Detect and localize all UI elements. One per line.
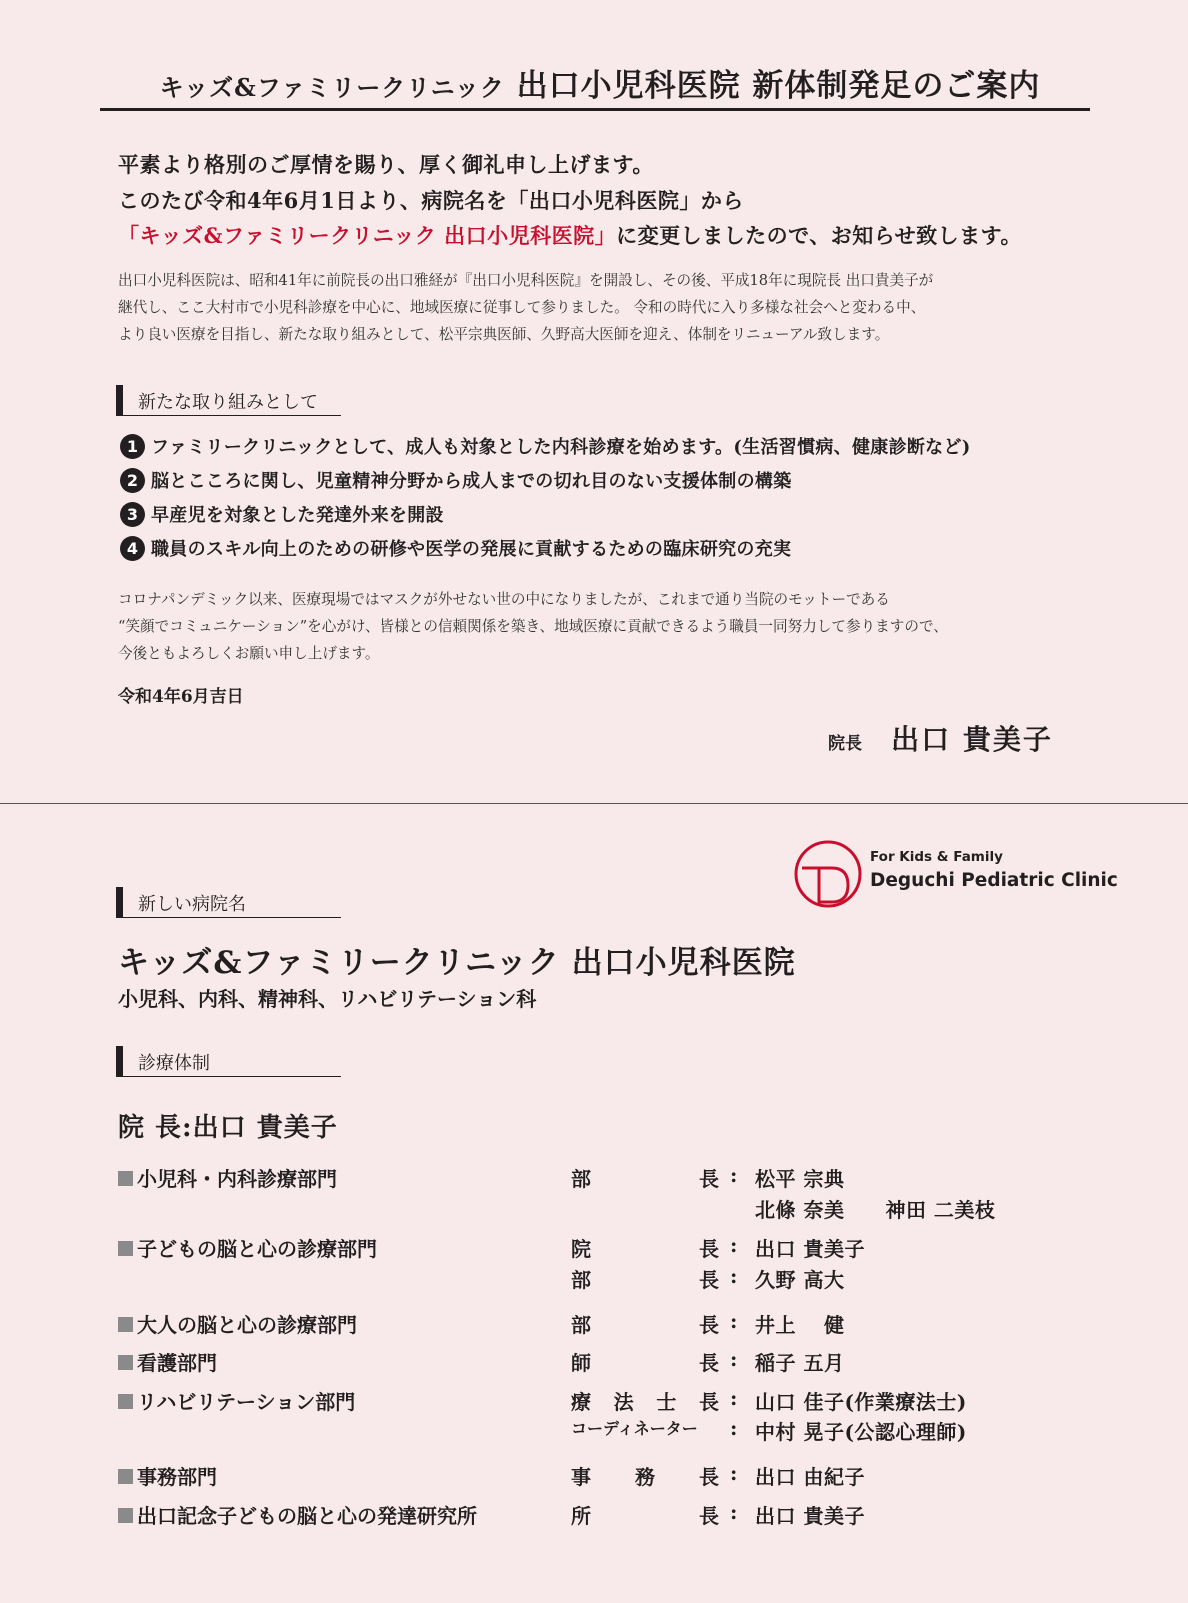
bullet-square-icon bbox=[118, 1355, 133, 1370]
section-label-new-name bbox=[116, 887, 341, 918]
bullet-square-icon bbox=[118, 1508, 133, 1523]
department-label: 大人の脳と心の診療部門 bbox=[137, 1313, 357, 1337]
number-badge-icon: 4 bbox=[120, 536, 145, 561]
bullet-square-icon bbox=[118, 1394, 133, 1409]
initiative-text: 職員のスキル向上のための研修や医学の発展に貢献するための臨床研究の充実 bbox=[151, 539, 792, 560]
role-title bbox=[571, 1461, 719, 1490]
greeting-line-1: 平素より格別のご厚情を賜り、厚く御礼申し上げます。 bbox=[118, 152, 654, 177]
new-name-highlight: 「キッズ&ファミリークリニック 出口小児科医院」 bbox=[118, 223, 617, 248]
role-char: 部 bbox=[571, 1167, 591, 1191]
logo-name: Deguchi Pediatric Clinic bbox=[870, 870, 1118, 891]
role-separator: : bbox=[730, 1309, 738, 1333]
role-title bbox=[571, 1163, 719, 1192]
section-label-bar bbox=[116, 887, 123, 917]
role-char: コーディネーター bbox=[571, 1419, 698, 1438]
role-separator: : bbox=[730, 1416, 738, 1440]
role-title bbox=[571, 1233, 719, 1262]
department-name bbox=[118, 1500, 477, 1529]
section-label-text: 新たな取り組みとして bbox=[138, 392, 318, 413]
logo-tagline: For Kids & Family bbox=[870, 849, 1003, 865]
issue-date: 令和4年6月吉日 bbox=[118, 687, 244, 707]
department-label: 出口記念子どもの脳と心の発達研究所 bbox=[137, 1504, 477, 1528]
role-char: 院 bbox=[571, 1237, 591, 1261]
role-char: 師 bbox=[571, 1351, 591, 1375]
role-title bbox=[571, 1416, 719, 1439]
signature-name: 出口 貴美子 bbox=[891, 723, 1053, 756]
section-label-bar bbox=[116, 1046, 123, 1076]
staff-name: 北條 奈美 神田 二美枝 bbox=[755, 1198, 996, 1222]
section-label-initiatives bbox=[116, 385, 341, 416]
role-char: 長 bbox=[699, 1268, 719, 1292]
role-title bbox=[571, 1386, 719, 1415]
staff-name: 井上 健 bbox=[755, 1313, 845, 1337]
section-label-text: 診療体制 bbox=[138, 1053, 210, 1074]
role-char: 士 bbox=[656, 1390, 677, 1414]
initiative-text: 脳とこころに関し、児童精神分野から成人までの切れ目のない支援体制の構築 bbox=[151, 471, 792, 492]
role-char: 長 bbox=[699, 1313, 719, 1337]
role-separator: : bbox=[730, 1386, 738, 1410]
page-title bbox=[110, 60, 1090, 105]
department-label: 小児科・内科診療部門 bbox=[137, 1167, 337, 1191]
role-char: 長 bbox=[699, 1167, 719, 1191]
staff-name: 山口 佳子(作業療法士) bbox=[755, 1390, 967, 1414]
signature-role: 院長 bbox=[828, 734, 862, 754]
role-separator: : bbox=[730, 1264, 738, 1288]
role-char: 事 bbox=[571, 1465, 591, 1489]
bullet-square-icon bbox=[118, 1241, 133, 1256]
staff-name: 中村 晃子(公認心理師) bbox=[755, 1420, 967, 1444]
role-separator: : bbox=[730, 1233, 738, 1257]
department-label: 看護部門 bbox=[137, 1351, 217, 1375]
staff-name: 出口 貴美子 bbox=[755, 1504, 865, 1528]
role-separator: : bbox=[730, 1500, 738, 1524]
intro-line: 継代し、ここ大村市で小児科診療を中心に、地域医療に従事して参りました。 令和の時代に入り多様な社会へと変わる中、 bbox=[118, 299, 926, 316]
department-label: 子どもの脳と心の診療部門 bbox=[137, 1237, 377, 1261]
role-title bbox=[571, 1347, 719, 1376]
intro-line: より良い医療を目指し、新たな取り組みとして、松平宗典医師、久野高大医師を迎え、体制をリニューアル致します。 bbox=[118, 326, 890, 343]
department-name bbox=[118, 1309, 357, 1338]
bullet-square-icon bbox=[118, 1317, 133, 1332]
bullet-square-icon bbox=[118, 1469, 133, 1484]
department-label: リハビリテーション部門 bbox=[137, 1390, 356, 1414]
department-name bbox=[118, 1347, 217, 1376]
title-prefix: キッズ&ファミリークリニック bbox=[159, 73, 505, 102]
title-main: 出口小児科医院 新体制発足のご案内 bbox=[516, 68, 1041, 104]
initiative-text: ファミリークリニックとして、成人も対象とした内科診療を始めます。(生活習慣病、健康診断など) bbox=[151, 437, 971, 458]
closing-line: コロナパンデミック以来、医療現場ではマスクが外せない世の中になりましたが、これまで通り当院のモットーである bbox=[118, 591, 890, 608]
greeting-line-3-rest: に変更しましたので、お知らせ致します。 bbox=[616, 223, 1022, 248]
greeting-line-3 bbox=[118, 220, 1022, 250]
staff-name: 稲子 五月 bbox=[755, 1351, 845, 1375]
staff-name: 松平 宗典 bbox=[755, 1167, 845, 1191]
department-name bbox=[118, 1233, 377, 1262]
role-separator: : bbox=[730, 1461, 738, 1485]
greeting-line-2: このたび令和4年6月1日より、病院名を「出口小児科医院」から bbox=[118, 188, 744, 213]
department-label: 事務部門 bbox=[137, 1465, 217, 1489]
staff-name: 久野 高大 bbox=[755, 1268, 845, 1292]
role-char: 長 bbox=[699, 1351, 719, 1375]
role-char: 法 bbox=[613, 1390, 634, 1414]
role-char: 長 bbox=[699, 1504, 719, 1528]
section-label-staff bbox=[116, 1046, 341, 1077]
number-badge-icon: 3 bbox=[120, 502, 145, 527]
initiative-item-4 bbox=[120, 535, 791, 563]
number-badge-icon: 2 bbox=[120, 468, 145, 493]
title-underline bbox=[100, 108, 1090, 111]
number-badge-icon: 1 bbox=[120, 434, 145, 459]
role-char: 務 bbox=[635, 1465, 655, 1489]
department-name bbox=[118, 1386, 355, 1415]
section-label-text: 新しい病院名 bbox=[138, 894, 246, 915]
initiative-item-2 bbox=[120, 467, 792, 495]
initiative-item-3 bbox=[120, 501, 444, 529]
role-char: 療 bbox=[571, 1390, 591, 1414]
role-title bbox=[571, 1500, 719, 1529]
bullet-square-icon bbox=[118, 1171, 133, 1186]
role-title bbox=[571, 1309, 719, 1338]
intro-paragraph bbox=[118, 267, 1098, 348]
director-line: 院 長:出口 貴美子 bbox=[118, 1113, 338, 1143]
closing-line: “笑顔でコミュニケーション”を心がけ、皆様との信頼関係を築き、地域医療に貢献できるよう職員一同努力して参りますので、 bbox=[118, 618, 948, 635]
role-separator: : bbox=[730, 1163, 738, 1187]
staff-name: 出口 貴美子 bbox=[755, 1237, 865, 1261]
role-title bbox=[571, 1264, 719, 1293]
initiative-item-1 bbox=[120, 433, 971, 461]
department-name bbox=[118, 1163, 337, 1192]
role-separator: : bbox=[730, 1347, 738, 1371]
signature bbox=[828, 718, 1053, 758]
staff-name: 出口 由紀子 bbox=[755, 1465, 865, 1489]
role-char: 部 bbox=[571, 1313, 591, 1337]
closing-line: 今後ともよろしくお願い申し上げます。 bbox=[118, 645, 380, 662]
role-char: 長 bbox=[698, 1390, 719, 1414]
new-clinic-name: キッズ&ファミリークリニック 出口小児科医院 bbox=[118, 945, 796, 981]
department-name bbox=[118, 1461, 217, 1490]
departments-list: 小児科、内科、精神科、リハビリテーション科 bbox=[118, 987, 537, 1011]
role-char: 長 bbox=[699, 1237, 719, 1261]
intro-line: 出口小児科医院は、昭和41年に前院長の出口雅経が『出口小児科医院』を開設し、その後、平成18年に現院長 出口貴美子が bbox=[118, 272, 934, 289]
initiative-text: 早産児を対象とした発達外来を開設 bbox=[151, 505, 444, 526]
role-char: 所 bbox=[571, 1504, 591, 1528]
role-char: 部 bbox=[571, 1268, 591, 1292]
section-divider bbox=[0, 803, 1188, 804]
clinic-logo-icon bbox=[792, 838, 864, 910]
closing-paragraph bbox=[118, 586, 1098, 667]
role-char: 長 bbox=[699, 1465, 719, 1489]
section-label-bar bbox=[116, 385, 123, 415]
